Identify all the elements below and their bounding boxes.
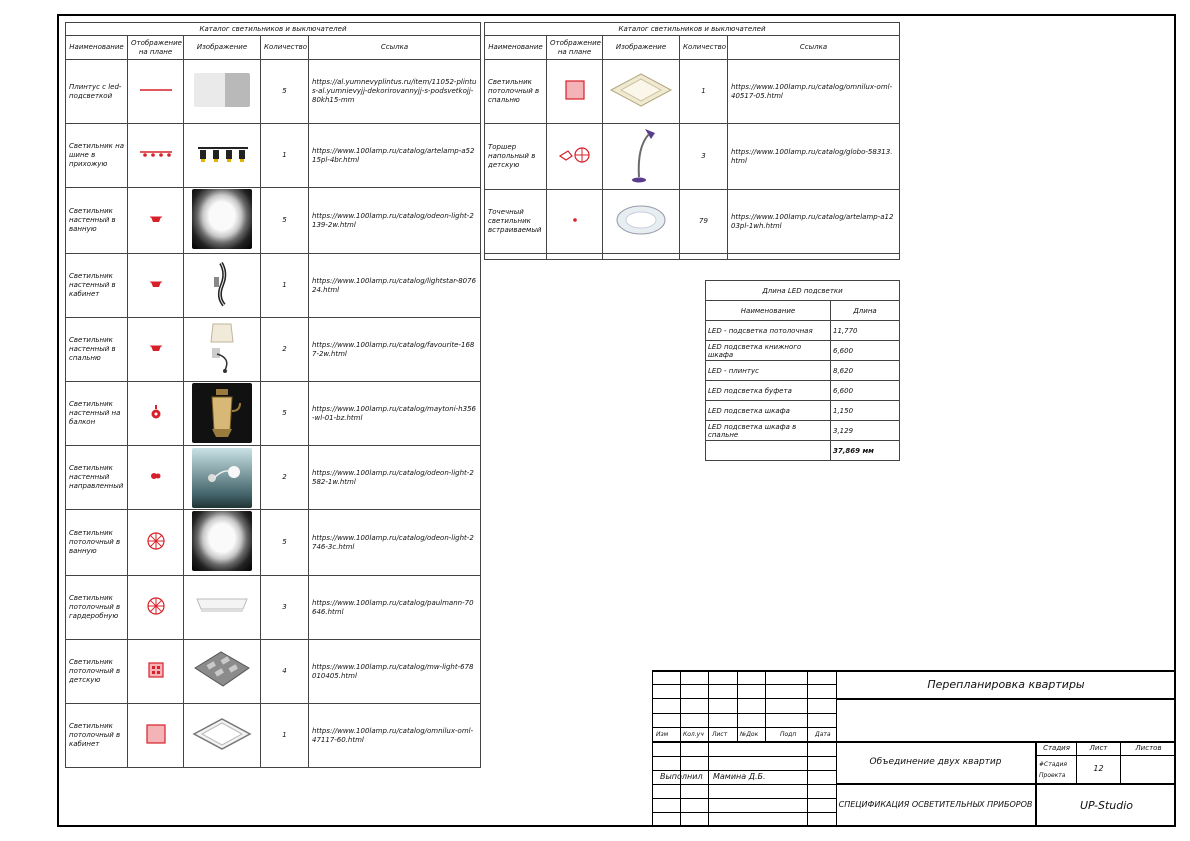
- item-name: Светильник потолочный в ванную: [66, 510, 128, 576]
- table-row: [66, 60, 481, 124]
- header-plan: Отображение на плане: [547, 36, 603, 60]
- product-image-cell: [184, 446, 261, 510]
- catalog-title: Каталог светильников и выключателей: [485, 23, 900, 36]
- line-icon: [139, 86, 173, 97]
- table-row: [66, 510, 481, 576]
- item-link[interactable]: https://www.100lamp.ru/catalog/artelamp-a1203pl-1wh.html: [728, 190, 900, 254]
- table-row: [66, 382, 481, 446]
- led-item-name: LED - подсветка потолочная: [706, 321, 831, 341]
- led-item-length: 6,600: [831, 341, 900, 361]
- downlight-image: [614, 202, 668, 241]
- header-qty: Количество: [261, 36, 309, 60]
- item-link[interactable]: https://www.100lamp.ru/catalog/omnilux-oml-47117-60.html: [309, 704, 481, 768]
- led-item-name: LED подсветка буфета: [706, 381, 831, 401]
- item-qty: 5: [261, 510, 309, 576]
- col-doc: №Док: [740, 731, 759, 738]
- table-row: [485, 124, 900, 190]
- table-row: [706, 321, 900, 341]
- product-image-cell: [184, 60, 261, 124]
- item-qty: 2: [261, 318, 309, 382]
- item-name: Точечный светильник встраиваемый: [485, 190, 547, 254]
- square-panel-image: [193, 597, 251, 618]
- item-name: Плинтус с led-подсветкой: [66, 60, 128, 124]
- item-link[interactable]: https://www.100lamp.ru/catalog/mw-light-678010405.html: [309, 640, 481, 704]
- item-name: Светильник потолочный в кабинет: [66, 704, 128, 768]
- product-image-cell: [184, 382, 261, 446]
- baseboard-image: [194, 73, 250, 107]
- header-name: Наименование: [485, 36, 547, 60]
- product-image-cell: [603, 190, 680, 254]
- table-row: [706, 421, 900, 441]
- performed-label: Выполнил: [660, 772, 703, 781]
- product-image-cell: [184, 704, 261, 768]
- plan-symbol: [128, 124, 184, 188]
- table-row: [706, 341, 900, 361]
- product-image-cell: [603, 60, 680, 124]
- dot-icon: [572, 217, 578, 226]
- directional-sconce-image: [192, 448, 252, 508]
- product-image-cell: [184, 318, 261, 382]
- plan-symbol: [128, 188, 184, 254]
- item-qty: 5: [261, 60, 309, 124]
- item-name: Светильник потолочный в детскую: [66, 640, 128, 704]
- table-row: [66, 254, 481, 318]
- led-item-name: LED подсветка шкафа: [706, 401, 831, 421]
- col-izm: Изм: [656, 731, 669, 738]
- plan-symbol: [547, 190, 603, 254]
- led-col-len: Длина: [831, 301, 900, 321]
- item-name: Светильник настенный на балкон: [66, 382, 128, 446]
- led-total: 37,869 мм: [831, 441, 900, 461]
- square-ceiling-image: [609, 71, 673, 112]
- item-qty: 3: [261, 576, 309, 640]
- plan-symbol: [128, 382, 184, 446]
- stage-value: #Стадия Проекта: [1039, 761, 1068, 779]
- item-qty: 79: [680, 190, 728, 254]
- title-block: [652, 670, 1176, 827]
- item-link[interactable]: https://www.100lamp.ru/catalog/artelamp-a5215pl-4br.html: [309, 124, 481, 188]
- lantern-image: [192, 383, 252, 443]
- led-title: Длина LED подсветки: [706, 281, 900, 301]
- wall-sconce-image: [212, 261, 232, 310]
- col-kol: Кол.уч: [683, 731, 704, 738]
- col-list: Лист: [712, 731, 728, 738]
- header-image: Изображение: [184, 36, 261, 60]
- table-row: [706, 381, 900, 401]
- sheet-number: 12: [1093, 764, 1104, 773]
- product-image-cell: [184, 254, 261, 318]
- item-name: Светильник настенный направленный: [66, 446, 128, 510]
- item-qty: 1: [261, 254, 309, 318]
- catalog-table-left: [65, 22, 481, 768]
- item-link[interactable]: https://www.100lamp.ru/catalog/odeon-light-2746-3c.html: [309, 510, 481, 576]
- table-row: [66, 640, 481, 704]
- item-qty: 2: [261, 446, 309, 510]
- header-name: Наименование: [66, 36, 128, 60]
- item-qty: 3: [680, 124, 728, 190]
- table-row: [66, 576, 481, 640]
- plan-symbol: [128, 510, 184, 576]
- product-image-cell: [184, 124, 261, 188]
- square-icon: [146, 724, 166, 747]
- round-ceiling-lamp-image: [192, 511, 252, 571]
- item-name: Светильник настенный в спальню: [66, 318, 128, 382]
- spot-icon: [149, 472, 163, 483]
- square-icon: [565, 80, 585, 103]
- wall-lamp-icon: [149, 214, 163, 227]
- item-link[interactable]: https://www.100lamp.ru/catalog/odeon-light-2582-1w.html: [309, 446, 481, 510]
- led-item-length: 8,620: [831, 361, 900, 381]
- table-row: [485, 254, 900, 260]
- led-item-length: 11,770: [831, 321, 900, 341]
- track-lamp-image: [192, 142, 252, 169]
- lantern-icon: [150, 404, 162, 423]
- led-item-length: 3,129: [831, 421, 900, 441]
- item-link[interactable]: https://www.100lamp.ru/catalog/globo-58313.html: [728, 124, 900, 190]
- multi-square-lamp-image: [191, 648, 253, 695]
- item-link[interactable]: https://al.yumnevyplintus.ru/item/11052-plintus-al.yumnievyjj-dekorirovannyjj-s-podsvetkojj-80kh15-mm: [309, 60, 481, 124]
- led-item-name: LED - плинтус: [706, 361, 831, 381]
- diamond-panel-image: [192, 717, 252, 754]
- table-row: [706, 401, 900, 421]
- wall-lamp-icon: [149, 343, 163, 356]
- header-plan: Отображение на плане: [128, 36, 184, 60]
- plan-symbol: [128, 704, 184, 768]
- plan-symbol: [128, 60, 184, 124]
- col-podp: Подп: [780, 731, 797, 738]
- item-qty: 5: [261, 188, 309, 254]
- plan-symbol: [547, 124, 603, 190]
- table-row: [485, 60, 900, 124]
- grid-square-icon: [148, 662, 164, 681]
- table-row: [66, 704, 481, 768]
- led-length-table: [705, 280, 900, 461]
- author-name: Мамина Д.Б.: [713, 772, 766, 781]
- header-link: Ссылка: [728, 36, 900, 60]
- sheet-header: Лист: [1089, 744, 1108, 752]
- led-item-length: 1,150: [831, 401, 900, 421]
- plan-symbol: [128, 318, 184, 382]
- ceiling-star-icon: [146, 531, 166, 554]
- item-qty: 1: [261, 704, 309, 768]
- item-qty: 1: [261, 124, 309, 188]
- sheets-header: Листов: [1135, 744, 1162, 752]
- header-link: Ссылка: [309, 36, 481, 60]
- led-item-length: 6,600: [831, 381, 900, 401]
- catalog-table-right: [484, 22, 900, 260]
- item-qty: 4: [261, 640, 309, 704]
- plan-symbol: [128, 254, 184, 318]
- table-row: [485, 190, 900, 254]
- floor-lamp-icon: [558, 146, 592, 167]
- led-col-name: Наименование: [706, 301, 831, 321]
- product-image-cell: [603, 124, 680, 190]
- studio-name: UP-Studio: [1079, 799, 1134, 812]
- product-image-cell: [184, 640, 261, 704]
- led-item-name: LED подсветка книжного шкафа: [706, 341, 831, 361]
- item-name: Светильник настенный в кабинет: [66, 254, 128, 318]
- led-item-name: LED подсветка шкафа в спальне: [706, 421, 831, 441]
- item-link[interactable]: https://www.100lamp.ru/catalog/omnilux-oml-40517-05.html: [728, 60, 900, 124]
- table-row: [66, 124, 481, 188]
- item-link[interactable]: https://www.100lamp.ru/catalog/maytoni-h356-wl-01-bz.html: [309, 382, 481, 446]
- track-icon: [138, 149, 174, 162]
- round-ceiling-lamp-image: [192, 189, 252, 249]
- table-row: [706, 361, 900, 381]
- item-name: Светильник потолочный в гардеробную: [66, 576, 128, 640]
- product-image-cell: [184, 576, 261, 640]
- plan-symbol: [547, 60, 603, 124]
- plan-symbol: [128, 640, 184, 704]
- led-total-label: [706, 441, 831, 461]
- item-name: Светильник на шине в прихожую: [66, 124, 128, 188]
- stage-header: Стадия: [1043, 744, 1070, 752]
- header-qty: Количество: [680, 36, 728, 60]
- product-image-cell: [184, 510, 261, 576]
- wall-lamp-icon: [149, 279, 163, 292]
- catalog-title: Каталог светильников и выключателей: [66, 23, 481, 36]
- header-image: Изображение: [603, 36, 680, 60]
- plan-symbol: [128, 446, 184, 510]
- item-qty: 5: [261, 382, 309, 446]
- shade-sconce-image: [205, 320, 239, 379]
- item-qty: 1: [680, 60, 728, 124]
- item-link[interactable]: https://www.100lamp.ru/catalog/favourite-1687-2w.html: [309, 318, 481, 382]
- sheet-title: СПЕЦИФИКАЦИЯ ОСВЕТИТЕЛЬНЫХ ПРИБОРОВ: [838, 800, 1033, 809]
- ceiling-star-icon: [146, 596, 166, 619]
- item-name: Торшер напольный в детскую: [485, 124, 547, 190]
- table-row: [66, 188, 481, 254]
- project-subtitle: Объединение двух квартир: [869, 757, 1002, 767]
- floor-lamp-image: [621, 125, 661, 188]
- item-link[interactable]: https://www.100lamp.ru/catalog/lightstar-807624.html: [309, 254, 481, 318]
- item-name: Светильник потолочный в спальню: [485, 60, 547, 124]
- item-link[interactable]: https://www.100lamp.ru/catalog/paulmann-70646.html: [309, 576, 481, 640]
- table-row: [66, 446, 481, 510]
- item-link[interactable]: https://www.100lamp.ru/catalog/odeon-light-2139-2w.html: [309, 188, 481, 254]
- item-name: Светильник настенный в ванную: [66, 188, 128, 254]
- product-image-cell: [184, 188, 261, 254]
- plan-symbol: [128, 576, 184, 640]
- project-title: Перепланировка квартиры: [927, 678, 1085, 691]
- col-date: Дата: [815, 731, 831, 738]
- table-row: [66, 318, 481, 382]
